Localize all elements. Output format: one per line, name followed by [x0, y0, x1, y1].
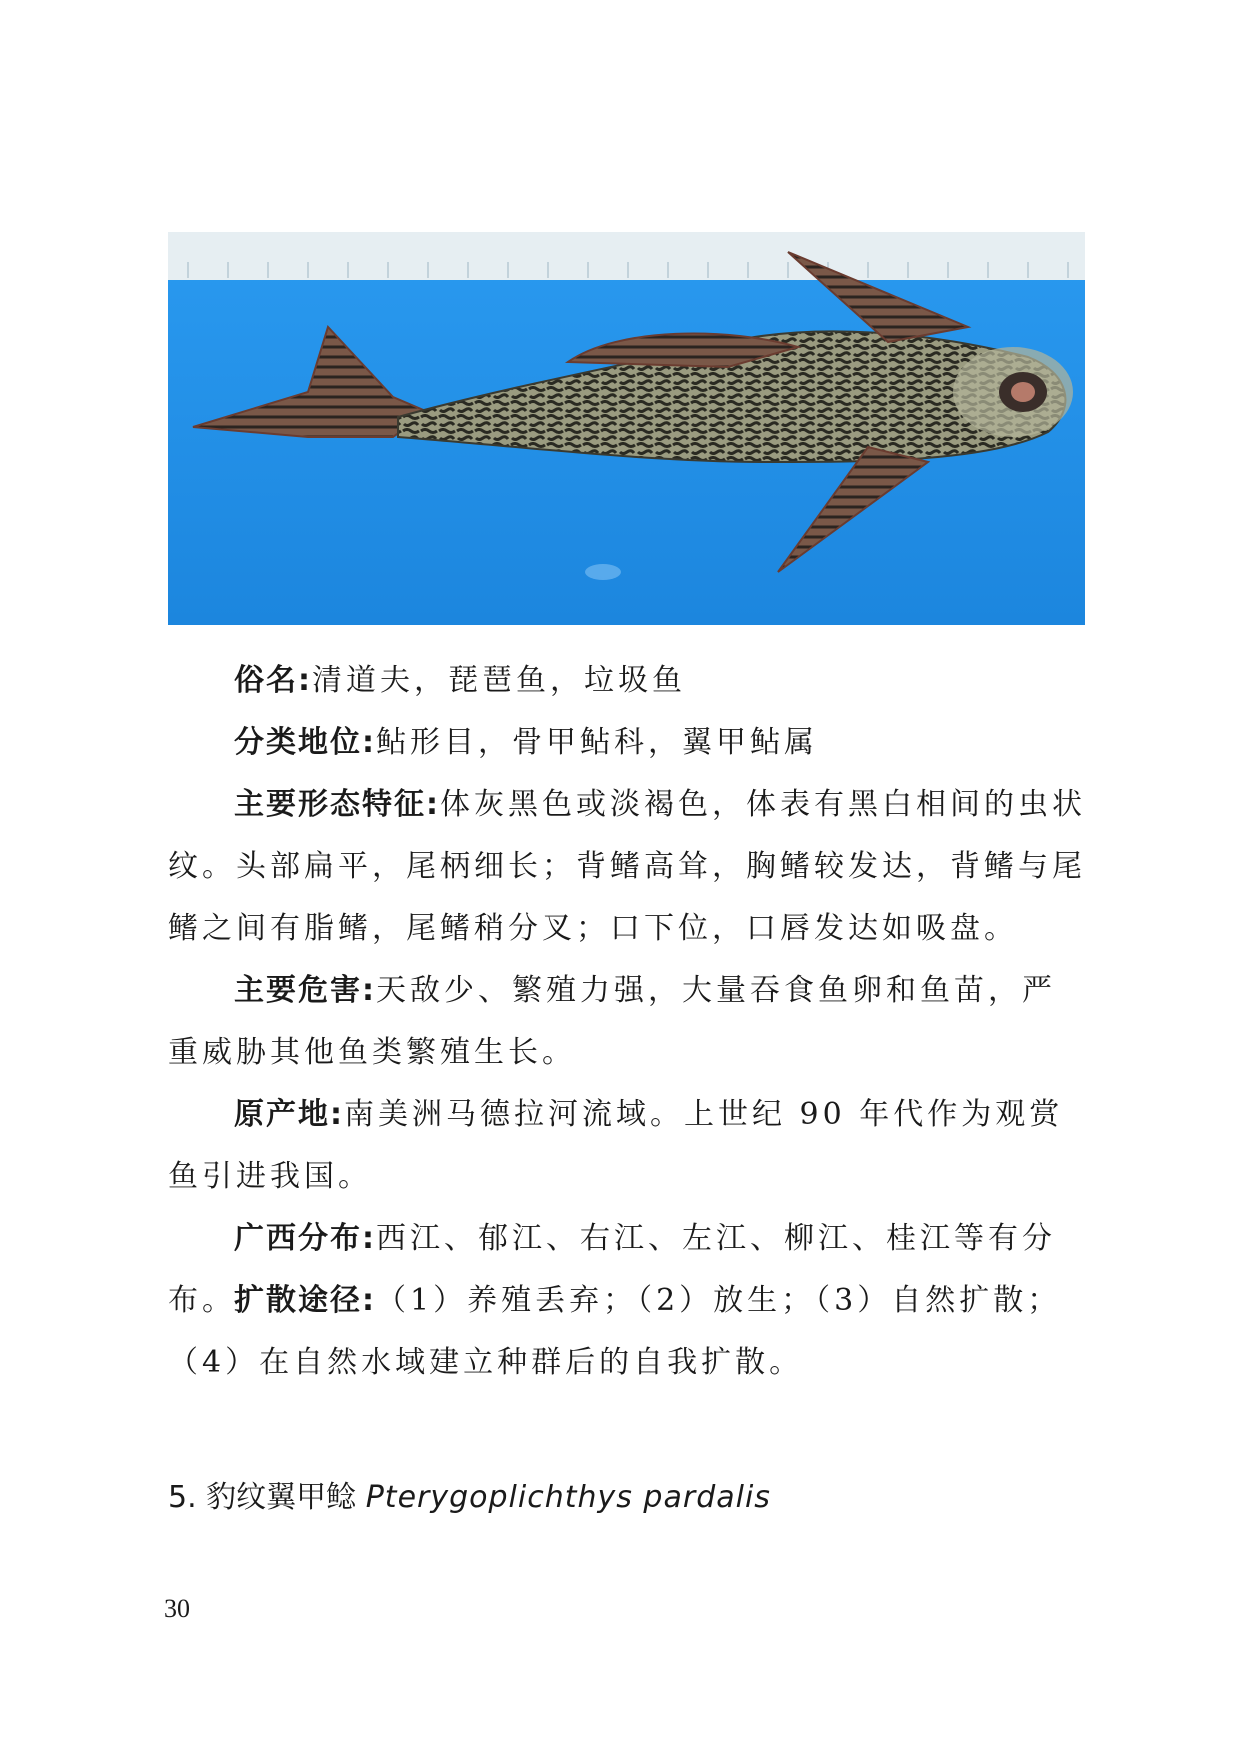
- taxonomy-value: 鲇形目，骨甲鲇科，翼甲鲇属: [376, 725, 818, 760]
- common-name-line: [168, 650, 1088, 712]
- harm-paragraph: [168, 960, 1088, 1084]
- harm-label: 主要危害:: [234, 973, 376, 1008]
- page-number: 30: [164, 1594, 190, 1623]
- origin-value: 南美洲马德拉河流域。上世纪 90 年代作为观赏鱼引进我国。: [168, 1097, 1064, 1194]
- next-section-heading: [168, 1472, 771, 1516]
- spread-value: （1）养殖丢弃；（2）放生；（3）自然扩散；（4）在自然水域建立种群后的自我扩散。: [168, 1283, 1062, 1380]
- morphology-paragraph: [168, 774, 1088, 960]
- taxonomy-label: 分类地位:: [234, 725, 376, 760]
- section-number: 5.: [168, 1480, 197, 1515]
- origin-label: 原产地:: [234, 1097, 344, 1132]
- origin-paragraph: [168, 1084, 1088, 1208]
- guangxi-value: 西江、郁江、右江、左江、柳江、桂江等有分布。: [168, 1221, 1056, 1318]
- morphology-value: 体灰黑色或淡褐色，体表有黑白相间的虫状纹。头部扁平，尾柄细长；背鳍高耸，胸鳍较发达，背鳍与尾鳍之间有脂鳍，尾鳍稍分叉；口下位，口唇发达如吸盘。: [168, 787, 1086, 946]
- taxonomy-line: [168, 712, 1088, 774]
- harm-value: 天敌少、繁殖力强，大量吞食鱼卵和鱼苗，严重威胁其他鱼类繁殖生长。: [168, 973, 1056, 1070]
- guangxi-label: 广西分布:: [234, 1221, 376, 1256]
- morphology-label: 主要形态特征:: [234, 787, 440, 822]
- section-scientific-name: Pterygoplichthys pardalis: [365, 1480, 771, 1515]
- section-chinese-name: 豹纹翼甲鲶: [206, 1480, 357, 1515]
- common-name-value: 清道夫，琵琶鱼，垃圾鱼: [312, 663, 686, 698]
- common-name-label: 俗名:: [234, 663, 312, 698]
- ruler: [168, 232, 1085, 280]
- spread-paragraph: [168, 1270, 1088, 1394]
- spread-label: 扩散途径:: [234, 1283, 376, 1318]
- fish-photo: [168, 232, 1085, 625]
